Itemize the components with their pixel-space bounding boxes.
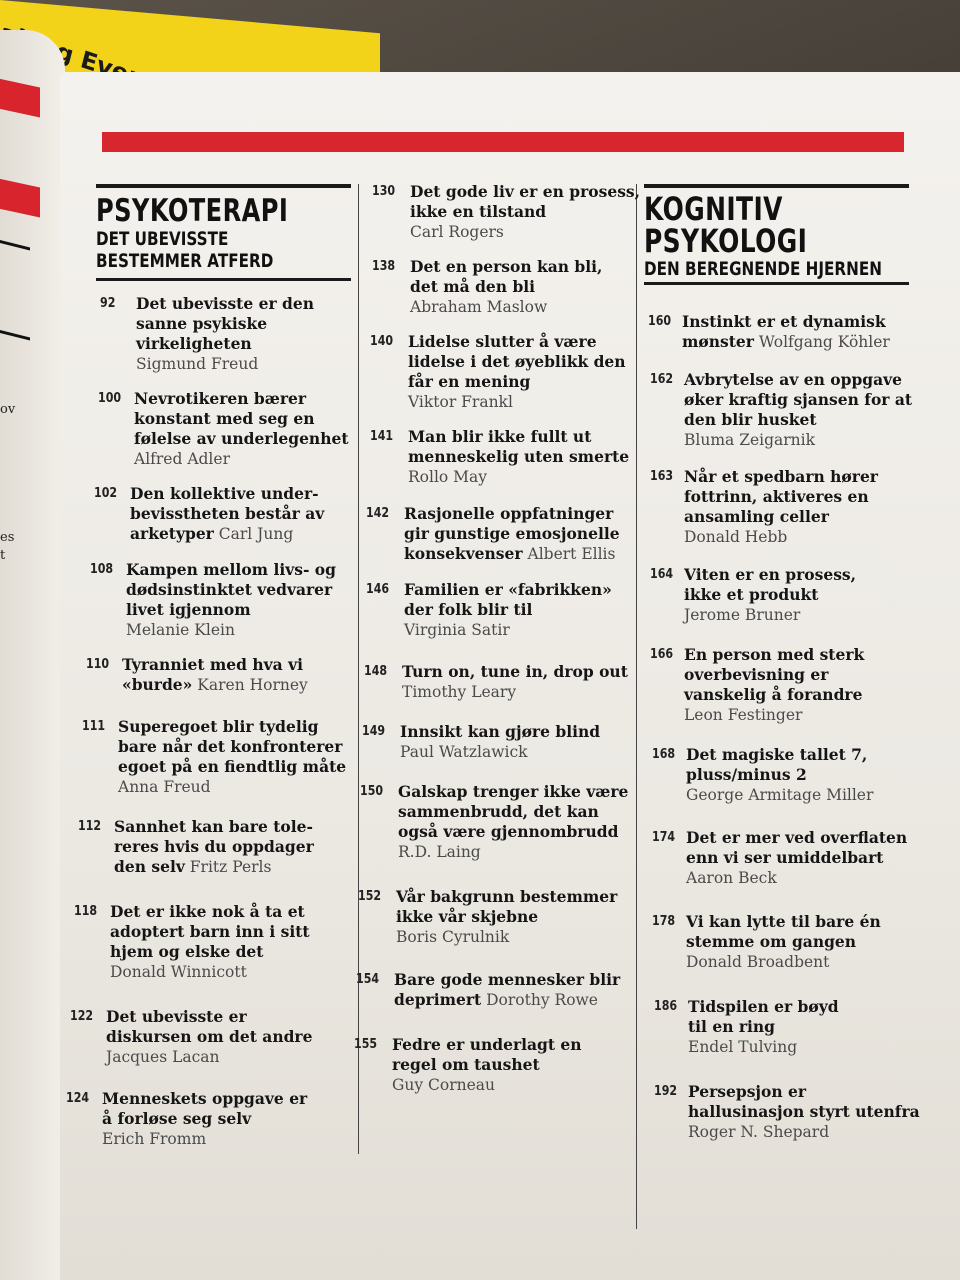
entry-text bbox=[410, 257, 672, 317]
entry-title-line: Det en person kan bli, bbox=[410, 257, 603, 276]
entry-text bbox=[684, 565, 950, 625]
entry-title-line: Fedre er underlagt en bbox=[392, 1035, 582, 1054]
entry-title-line: Nevrotikeren bærer bbox=[134, 389, 307, 408]
page-number: 178 bbox=[652, 914, 676, 929]
entry-text bbox=[392, 1035, 654, 1095]
page-number: 166 bbox=[650, 647, 674, 662]
entry-title-line: «burde» bbox=[122, 675, 193, 694]
entry-text bbox=[408, 427, 670, 487]
page-number: 154 bbox=[356, 972, 380, 987]
entry-title-line: det må den bli bbox=[410, 277, 536, 296]
entry-author: Albert Ellis bbox=[527, 545, 616, 563]
entry-text bbox=[684, 370, 950, 450]
entry-title-line: Det er mer ved overflaten bbox=[686, 828, 908, 847]
entry-title-line: Galskap trenger ikke være bbox=[398, 782, 629, 801]
entry-text bbox=[684, 467, 950, 547]
entry-title-line: Vår bakgrunn bestemmer bbox=[396, 887, 618, 906]
entry-author: Anna Freud bbox=[118, 778, 211, 796]
entry-title-line: gir gunstige emosjonelle bbox=[404, 524, 620, 543]
page-number: 174 bbox=[652, 830, 676, 845]
entry-author: R.D. Laing bbox=[398, 843, 481, 861]
section-subtitle: DEN BEREGNENDE HJERNEN bbox=[644, 258, 882, 280]
page-number: 130 bbox=[372, 184, 396, 199]
header-rule bbox=[644, 184, 909, 188]
entry-title-line: adoptert barn inn i sitt bbox=[110, 922, 310, 941]
page-number: 141 bbox=[370, 429, 394, 444]
book-page bbox=[60, 72, 960, 1280]
entry-title-line: deprimert bbox=[394, 990, 482, 1009]
entry-author: Boris Cyrulnik bbox=[396, 928, 510, 946]
entry-title-line: Innsikt kan gjøre blind bbox=[400, 722, 601, 741]
entry-text bbox=[684, 645, 950, 725]
entry-title-line: Tidspilen er bøyd bbox=[688, 997, 839, 1016]
entry-title-line: ikke vår skjebne bbox=[396, 907, 539, 926]
entry-title-line: pluss/minus 2 bbox=[686, 765, 807, 784]
entry-author: Jerome Bruner bbox=[684, 606, 801, 624]
entry-author: Aaron Beck bbox=[686, 869, 777, 887]
entry-author: Fritz Perls bbox=[189, 858, 272, 876]
entry-text bbox=[404, 504, 666, 564]
entry-text bbox=[688, 1082, 954, 1142]
entry-text bbox=[398, 782, 660, 862]
page-number: 192 bbox=[654, 1084, 678, 1099]
entry-title-line: øker kraftig sjansen for at bbox=[684, 390, 913, 409]
entry-title-line: Tyranniet med hva vi bbox=[122, 655, 303, 674]
entry-title-line: egoet på en fiendtlig måte bbox=[118, 757, 347, 776]
entry-text bbox=[682, 312, 948, 352]
entry-author: Endel Tulving bbox=[688, 1038, 798, 1056]
page-number: 102 bbox=[94, 486, 118, 501]
entry-title-line: overbevisning er bbox=[684, 665, 829, 684]
entry-text bbox=[686, 912, 952, 972]
left-page-fragment: es bbox=[0, 530, 15, 545]
entry-author: George Armitage Miller bbox=[686, 786, 874, 804]
entry-title-line: bare når det konfronterer bbox=[118, 737, 343, 756]
entry-title-line: diskursen om det andre bbox=[106, 1027, 313, 1046]
entry-title-line: fottrinn, aktiveres en bbox=[684, 487, 869, 506]
entry-title-line: følelse av underlegenhet bbox=[134, 429, 349, 448]
entry-title-line: ikke en tilstand bbox=[410, 202, 547, 221]
page-number: 92 bbox=[100, 296, 116, 311]
entry-text bbox=[134, 389, 398, 469]
header-rule bbox=[96, 278, 351, 281]
entry-text bbox=[394, 970, 656, 1010]
entry-title-line: enn vi ser umiddelbart bbox=[686, 848, 884, 867]
entry-title-line: Det gode liv er en prosess, bbox=[410, 182, 641, 201]
entry-text bbox=[126, 560, 390, 640]
entry-title-line: Superegoet blir tydelig bbox=[118, 717, 319, 736]
entry-author: Paul Watzlawick bbox=[400, 743, 528, 761]
entry-text bbox=[686, 745, 952, 805]
entry-title-line: Kampen mellom livs- og bbox=[126, 560, 336, 579]
entry-author: Dorothy Rowe bbox=[486, 991, 598, 1009]
page-number: 111 bbox=[82, 719, 106, 734]
page-number: 150 bbox=[360, 784, 384, 799]
header-rule bbox=[644, 282, 909, 285]
entry-author: Timothy Leary bbox=[402, 683, 517, 701]
entry-title-line: Turn on, tune in, drop out bbox=[402, 662, 628, 681]
entry-title-line: mønster bbox=[682, 332, 754, 351]
page-number: 122 bbox=[70, 1009, 94, 1024]
page-number: 152 bbox=[358, 889, 382, 904]
entry-title-line: konsekvenser bbox=[404, 544, 523, 563]
entry-author: Donald Broadbent bbox=[686, 953, 830, 971]
page-number: 146 bbox=[366, 582, 390, 597]
page-number: 186 bbox=[654, 999, 678, 1014]
entry-title-line: lidelse i det øyeblikk den bbox=[408, 352, 626, 371]
entry-title-line: konstant med seg en bbox=[134, 409, 315, 428]
entry-title-line: Bare gode mennesker blir bbox=[394, 970, 621, 989]
entry-author: Donald Hebb bbox=[684, 528, 788, 546]
entry-title-line: menneskelig uten smerte bbox=[408, 447, 630, 466]
page-number: 164 bbox=[650, 567, 674, 582]
entry-text bbox=[686, 828, 952, 888]
entry-author: Wolfgang Köhler bbox=[758, 333, 890, 351]
entry-text bbox=[118, 717, 382, 797]
left-page-rule bbox=[0, 323, 30, 341]
entry-author: Karen Horney bbox=[197, 676, 308, 694]
entry-title-line: Det er ikke nok å ta et bbox=[110, 902, 305, 921]
entry-title-line: Persepsjon er bbox=[688, 1082, 807, 1101]
entry-text bbox=[114, 817, 378, 877]
entry-title-line: Sannhet kan bare tole- bbox=[114, 817, 313, 836]
section-subtitle: BESTEMMER ATFERD bbox=[96, 250, 274, 272]
entry-title-line: Viten er en prosess, bbox=[684, 565, 857, 584]
entry-title-line: den selv bbox=[114, 857, 185, 876]
page-number: 118 bbox=[74, 904, 98, 919]
entry-text bbox=[410, 182, 672, 242]
entry-title-line: regel om taushet bbox=[392, 1055, 540, 1074]
entry-title-line: Avbrytelse av en oppgave bbox=[684, 370, 903, 389]
entry-text bbox=[404, 580, 666, 640]
entry-title-line: Det ubevisste er bbox=[106, 1007, 247, 1026]
entry-author: Alfred Adler bbox=[134, 450, 230, 468]
section-title: PSYKOTERAPI bbox=[96, 193, 289, 229]
page-number: 142 bbox=[366, 506, 390, 521]
entry-author: Guy Corneau bbox=[392, 1076, 496, 1094]
entry-title-line: Menneskets oppgave er bbox=[102, 1089, 308, 1108]
entry-text bbox=[396, 887, 658, 947]
entry-title-line: Man blir ikke fullt ut bbox=[408, 427, 592, 446]
entry-author: Rollo May bbox=[408, 468, 488, 486]
entry-title-line: ikke et produkt bbox=[684, 585, 819, 604]
entry-author: Jacques Lacan bbox=[106, 1048, 220, 1066]
entry-text bbox=[688, 997, 954, 1057]
header-rule bbox=[96, 184, 351, 188]
entry-title-line: reres hvis du oppdager bbox=[114, 837, 314, 856]
entry-author: Viktor Frankl bbox=[408, 393, 513, 411]
left-page-fragment: t bbox=[0, 548, 6, 563]
entry-title-line: Det ubevisste er den bbox=[136, 294, 314, 313]
entry-title-line: hjem og elske det bbox=[110, 942, 264, 961]
entry-text bbox=[400, 722, 662, 762]
entry-author: Donald Winnicott bbox=[110, 963, 247, 981]
section-title: KOGNITIV bbox=[644, 190, 783, 228]
entry-title-line: Instinkt er et dynamisk bbox=[682, 312, 886, 331]
entry-title-line: Når et spedbarn hører bbox=[684, 467, 878, 486]
entry-title-line: Rasjonelle oppfatninger bbox=[404, 504, 614, 523]
entry-title-line: også være gjennombrudd bbox=[398, 822, 619, 841]
left-page bbox=[0, 30, 65, 1280]
left-page-fragment: ov bbox=[0, 402, 16, 417]
page-number: 112 bbox=[78, 819, 102, 834]
page-number: 138 bbox=[372, 259, 396, 274]
entry-author: Virginia Satir bbox=[404, 621, 510, 639]
entry-title-line: En person med sterk bbox=[684, 645, 865, 664]
page-number: 160 bbox=[648, 314, 672, 329]
entry-title-line: Lidelse slutter å være bbox=[408, 332, 597, 351]
entry-author: Carl Rogers bbox=[410, 223, 504, 241]
section-subtitle: DET UBEVISSTE bbox=[96, 228, 229, 250]
red-header-bar bbox=[102, 132, 904, 152]
entry-text bbox=[408, 332, 670, 412]
entry-title-line: hallusinasjon styrt utenfra bbox=[688, 1102, 920, 1121]
page-number: 163 bbox=[650, 469, 674, 484]
entry-author: Roger N. Shepard bbox=[688, 1123, 830, 1141]
entry-title-line: ansamling celler bbox=[684, 507, 829, 526]
entry-title-line: der folk blir til bbox=[404, 600, 533, 619]
entry-title-line: Familien er «fabrikken» bbox=[404, 580, 612, 599]
page-number: 110 bbox=[86, 657, 110, 672]
entry-title-line: Vi kan lytte til bare én bbox=[686, 912, 881, 931]
left-page-red-stripe bbox=[0, 73, 40, 118]
page-number: 148 bbox=[364, 664, 388, 679]
page-number: 162 bbox=[650, 372, 674, 387]
entry-title-line: vanskelig å forandre bbox=[684, 685, 863, 704]
entry-author: Sigmund Freud bbox=[136, 355, 259, 373]
entry-text bbox=[106, 1007, 370, 1067]
entry-title-line: Den kollektive under- bbox=[130, 484, 319, 503]
entry-title-line: den blir husket bbox=[684, 410, 817, 429]
entry-author: Erich Fromm bbox=[102, 1130, 207, 1148]
entry-author: Carl Jung bbox=[218, 525, 294, 543]
entry-author: Bluma Zeigarnik bbox=[684, 431, 816, 449]
page-number: 140 bbox=[370, 334, 394, 349]
entry-text bbox=[110, 902, 374, 982]
page-number: 149 bbox=[362, 724, 386, 739]
entry-title-line: dødsinstinktet vedvarer bbox=[126, 580, 333, 599]
left-page-rule bbox=[0, 233, 30, 251]
entry-title-line: sammenbrudd, det kan bbox=[398, 802, 599, 821]
entry-author: Melanie Klein bbox=[126, 621, 235, 639]
entry-title-line: bevisstheten består av bbox=[130, 504, 325, 523]
entry-title-line: til en ring bbox=[688, 1017, 776, 1036]
entry-title-line: livet igjennom bbox=[126, 600, 251, 619]
entry-title-line: stemme om gangen bbox=[686, 932, 857, 951]
entry-title-line: får en mening bbox=[408, 372, 531, 391]
entry-author: Abraham Maslow bbox=[410, 298, 548, 316]
page-number: 124 bbox=[66, 1091, 90, 1106]
entry-text bbox=[136, 294, 400, 374]
entry-title-line: arketyper bbox=[130, 524, 214, 543]
entry-text bbox=[130, 484, 394, 544]
page-number: 168 bbox=[652, 747, 676, 762]
page-number: 100 bbox=[98, 391, 122, 406]
entry-title-line: virkeligheten bbox=[136, 334, 252, 353]
entry-author: Leon Festinger bbox=[684, 706, 803, 724]
entry-text bbox=[402, 662, 664, 702]
page-number: 108 bbox=[90, 562, 114, 577]
entry-title-line: Det magiske tallet 7, bbox=[686, 745, 868, 764]
page-number: 155 bbox=[354, 1037, 378, 1052]
entry-text bbox=[102, 1089, 366, 1149]
section-title: PSYKOLOGI bbox=[644, 222, 808, 260]
entry-title-line: sanne psykiske bbox=[136, 314, 268, 333]
entry-title-line: å forløse seg selv bbox=[102, 1109, 252, 1128]
entry-text bbox=[122, 655, 386, 695]
left-page-red-stripe bbox=[0, 173, 40, 218]
